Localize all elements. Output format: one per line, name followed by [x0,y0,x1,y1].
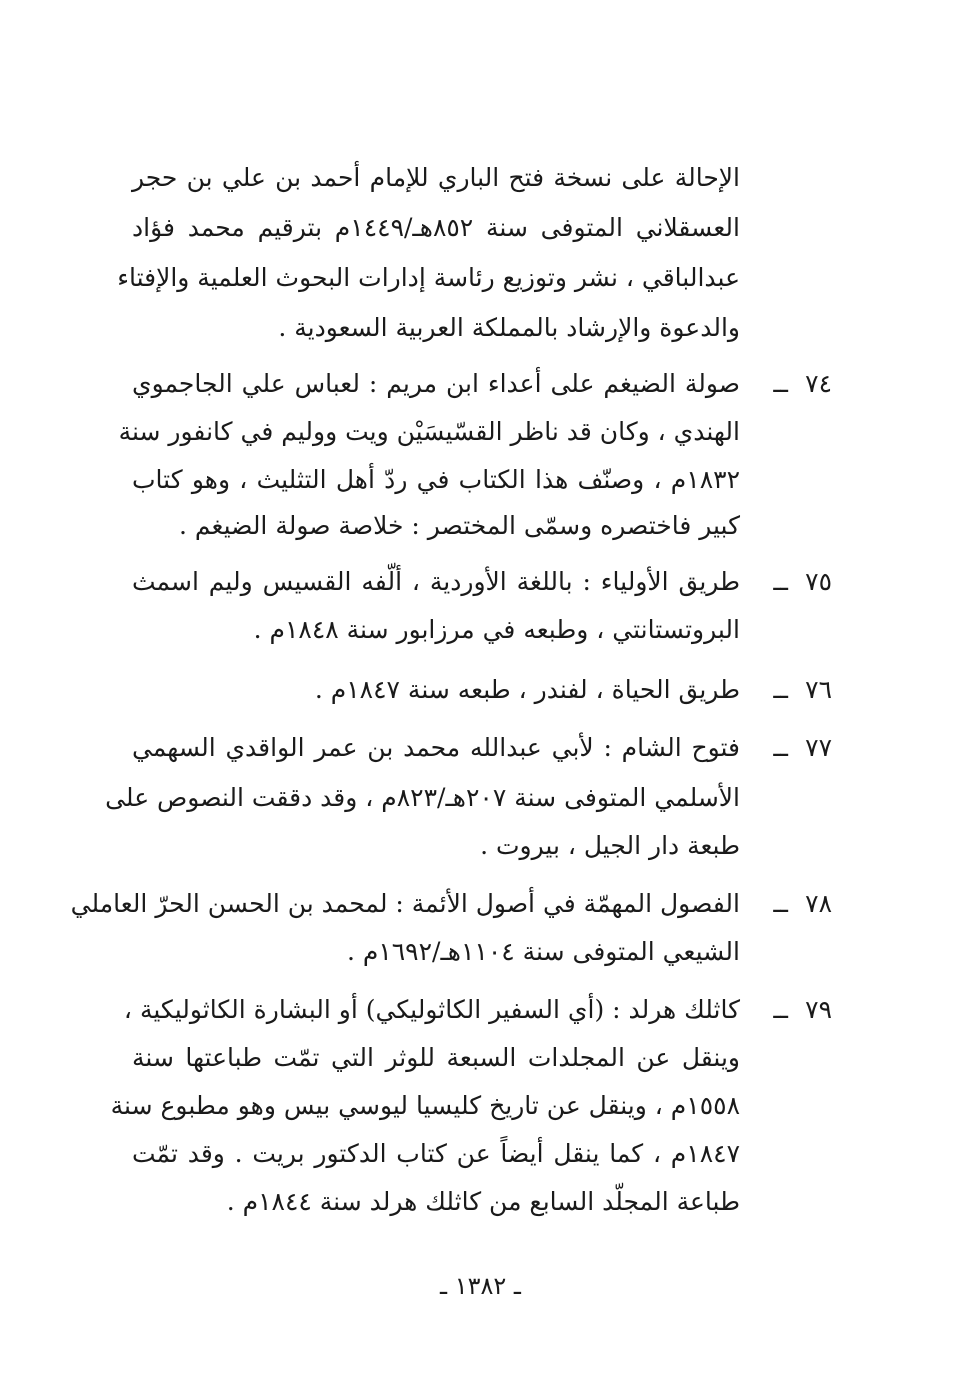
entry-number: ٧٥ [805,567,832,596]
entry-line: صولة الضيغم على أعداء ابن مريم : لعباس علي الجاجموي [132,369,740,398]
entry-dash: ــ [773,369,788,398]
entry-line: كاثلك هرلد : (أي السفير الكاثوليكي) أو البشارة الكاثوليكية ، [123,995,740,1024]
bibliography-entry [132,562,832,662]
entry-line: فتوح الشام : لأبي عبدالله محمد بن عمر الواقدي السهمي [132,733,740,762]
entry-dash: ــ [773,889,788,918]
entry-line: الفصول المهمّة في أصول الأئمة : لمحمد بن الحسن الحرّ العاملي [70,889,740,918]
entry-line: البروتستانتي ، وطبعه في مرزابور سنة ١٨٤٨م . [253,615,740,644]
page-number: ـ ١٣٨٢ ـ [440,1272,521,1300]
entry-number: ٧٤ [805,369,832,398]
entry-dash: ــ [773,995,788,1024]
intro-line: والدعوة والإرشاد بالمملكة العربية السعودية . [278,313,740,342]
entry-dash: ــ [773,675,788,704]
entry-number: ٧٦ [805,675,832,704]
entry-line: الأسلمي المتوفى سنة ٢٠٧هـ/٨٢٣م ، وقد دققت النصوص على [105,783,740,812]
bibliography-entry [132,668,832,718]
entry-line: طريق الحياة ، لفندر ، طبعه سنة ١٨٤٧م . [314,675,740,704]
intro-line: الإحالة على نسخة فتح الباري للإمام أحمد بن علي بن حجر [132,163,740,192]
bibliography-entry [70,882,832,982]
bibliography-entry [110,988,832,1228]
entry-line: ١٥٥٨م ، وينقل عن تاريخ كليسيا ليوسي بيس وهو مطبوع سنة [110,1091,740,1120]
entry-dash: ــ [773,733,788,762]
intro-line: العسقلاني المتوفى سنة ٨٥٢هـ/١٤٤٩م بترقيم محمد فؤاد [132,213,740,242]
entry-dash: ــ [773,567,788,596]
entry-number: ٧٧ [805,733,832,762]
bibliography-entry [118,360,832,550]
entry-line: طريق الأولياء : باللغة الأوردية ، ألّفه القسيس وليم اسمث [132,567,740,596]
entry-line: الشيعي المتوفى سنة ١١٠٤هـ/١٦٩٢م . [346,937,740,966]
entry-number: ٧٨ [805,889,832,918]
entry-line: الهندي ، وكان قد ناظر القسّيسَيْن ويت ووليم في كانفور سنة [118,417,740,446]
entry-line: وينقل عن المجلدات السبعة للوثر التي تمّت طباعتها سنة [132,1043,740,1072]
entry-line: طباعة المجلّد السابع من كاثلك هرلد سنة ١٨٤٤م . [226,1187,740,1216]
entry-number: ٧٩ [805,995,832,1024]
bibliography-entry [105,728,832,868]
entry-line: كبير فاختصره وسمّى المختصر : خلاصة صولة الضيغم . [179,511,740,540]
intro-line: عبدالباقي ، نشر وتوزيع رئاسة إدارات البحوث العلمية والإفتاء [117,263,740,292]
entry-line: ١٨٣٢م ، وصنّف هذا الكتاب في ردّ أهل التثليث ، وهو كتاب [132,465,740,494]
entry-line: ١٨٤٧م ، كما ينقل أيضاً عن كتاب الدكتور بريت . وقد تمّت [132,1139,740,1168]
intro-paragraph [117,160,832,342]
entry-line: طبعة دار الجيل ، بيروت . [480,831,740,860]
